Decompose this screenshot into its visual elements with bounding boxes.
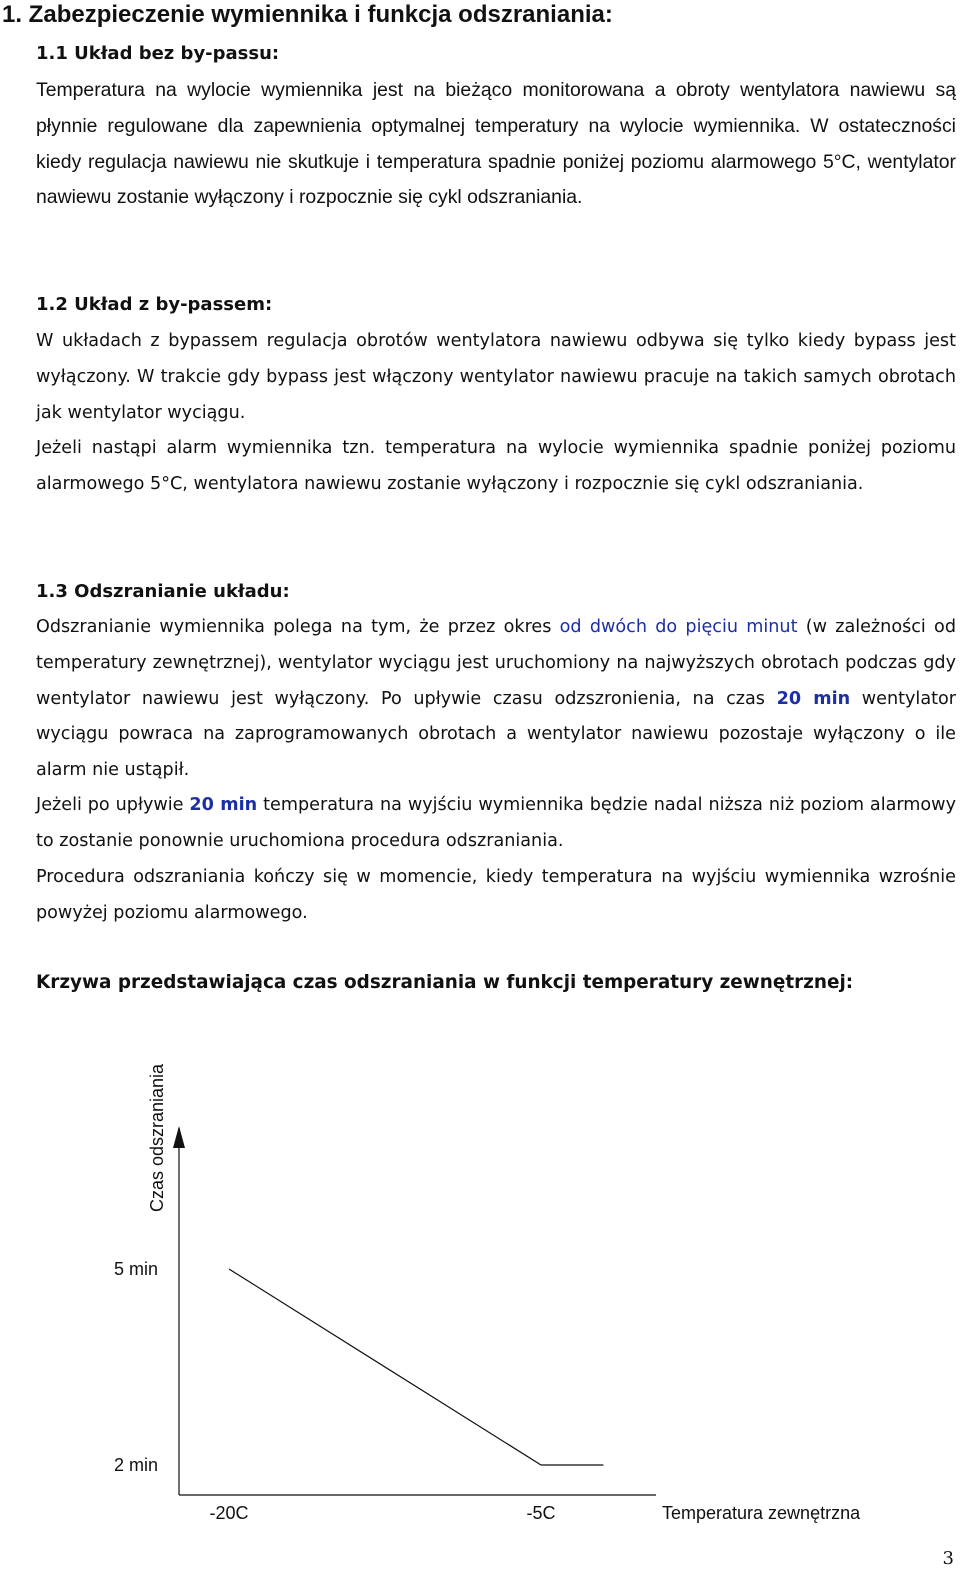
chart-caption: Krzywa przedstawiająca czas odszraniania w funkcji temperatury zewnętrznej:: [36, 972, 854, 993]
text-span: temperatura na wyjściu wymiennika będzie nadal niższa niż poziom alarmowy to zostanie ponownie uruchomiona procedura odszraniania.: [36, 795, 956, 851]
section-3-paragraph-1: [36, 610, 956, 789]
section-2-text-2: Jeżeli nastąpi alarm wymiennika tzn. temperatura na wylocie wymiennika spadnie poniżej poziomu alarmowego 5°C, wentylatora nawiewu zostanie wyłączony i rozpocznie się cykl odszraniania.: [36, 438, 956, 494]
page-number: 3: [942, 1548, 954, 1569]
tick-labels: [114, 1259, 556, 1523]
section-3-paragraph-3: Procedura odszraniania kończy się w momencie, kiedy temperatura na wyjściu wymiennika wzrośnie powyżej poziomu alarmowego.: [36, 867, 956, 923]
y-axis-label: Czas odszraniania: [147, 1063, 167, 1213]
highlight-duration: od dwóch do pięciu minut: [559, 617, 798, 637]
section-1-title: 1.1 Układ bez by-passu:: [36, 43, 280, 64]
highlight-time: 20 min: [189, 795, 258, 815]
y-tick-label: 2 min: [113, 1455, 158, 1475]
section-3-paragraph-2: [36, 788, 956, 860]
section-1-text: Temperatura na wylocie wymiennika jest na bieżąco monitorowana a obroty wentylatora nawiewu są płynnie regulowane dla zapewnienia optymalnej temperatury na wylocie wymiennika. W ostateczności kiedy regulacja nawiewu nie skutkuje i temperatura spadnie poniżej poziomu alarmowego 5°C, wentylator nawiewu zostanie wyłączony i rozpocznie się cykl odszraniania.: [36, 79, 956, 209]
highlight-time: 20 min: [776, 688, 851, 709]
text-span: (w zależności od temperatury zewnętrznej), wentylator wyciągu jest uruchomiony na najwyższych obrotach podczas gdy wentylator nawiewu jest wyłączony. Po upływie czasu odzszronienia, na czas: [36, 617, 956, 709]
y-tick-label: 5 min: [113, 1259, 158, 1279]
x-tick-label: -5C: [526, 1503, 556, 1523]
text-span: wentylator wyciągu powraca na zaprogramowanych obrotach a wentylator nawiewu pozostaje wyłączony o ile alarm nie ustąpił.: [36, 688, 956, 781]
section-3-title: 1.3 Odszranianie układu:: [36, 581, 290, 602]
x-axis-label: Temperatura zewnętrzna: [662, 1503, 861, 1523]
section-2-text-1: W układach z bypassem regulacja obrotów wentylatora nawiewu odbywa się tylko kiedy bypass jest wyłączony. W trakcie gdy bypass jest włączony wentylator nawiewu pracuje na takich samych obrotach jak wentylator wyciągu.: [36, 331, 956, 423]
x-tick-label: -20C: [209, 1503, 249, 1523]
text-span: Jeżeli po upływie: [36, 795, 190, 815]
page-heading: 1. Zabezpieczenie wymiennika i funkcja odszraniania:: [2, 1, 613, 28]
text-span: Odszranianie wymiennika polega na tym, że przez okres: [36, 617, 560, 637]
section-2-title: 1.2 Układ z by-passem:: [36, 294, 273, 315]
series-line: [229, 1269, 603, 1465]
y-axis-arrow: [173, 1126, 185, 1148]
defrost-time-chart: [0, 1030, 960, 1550]
